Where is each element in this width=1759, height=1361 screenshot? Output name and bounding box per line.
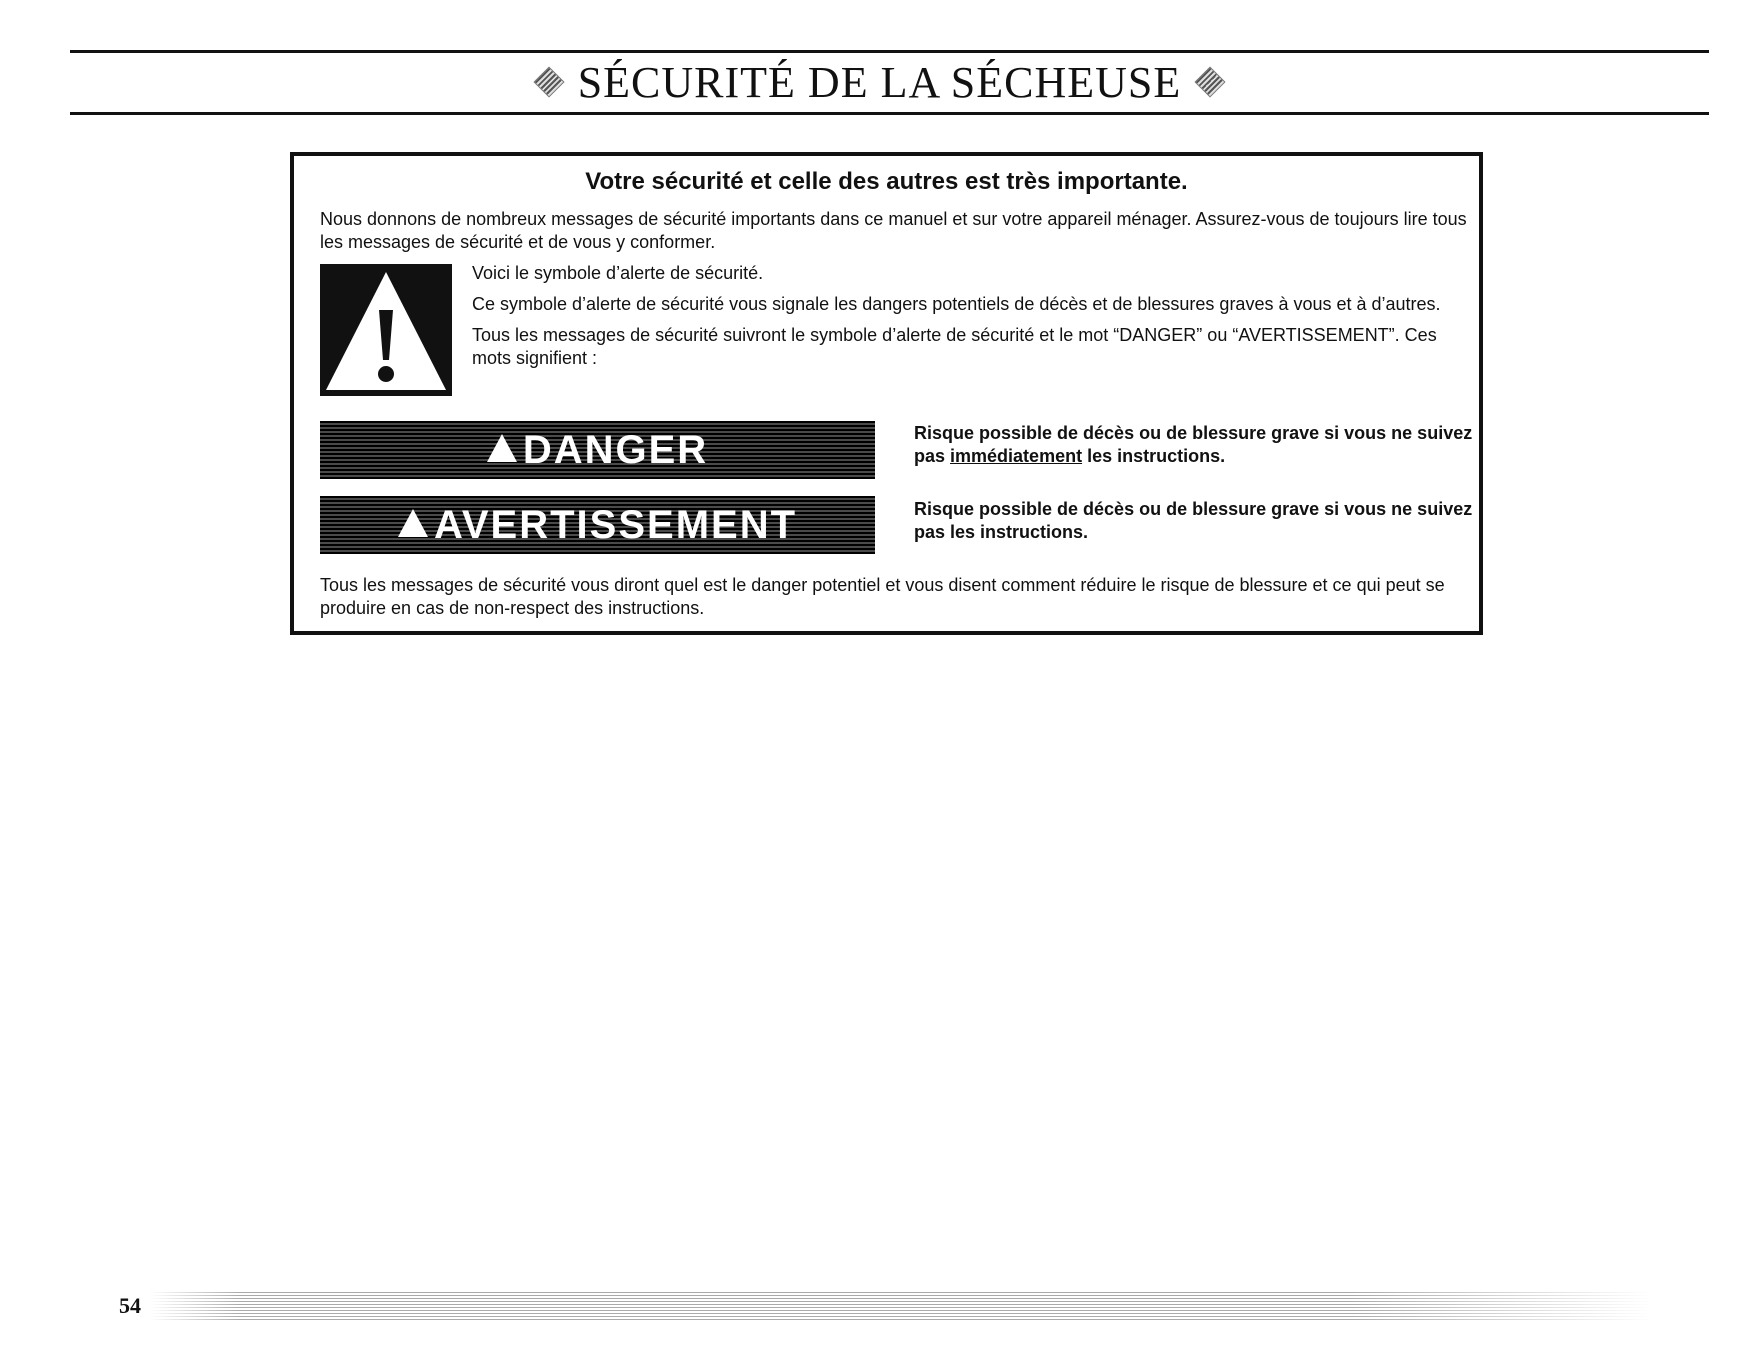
safety-intro: Nous donnons de nombreux messages de sécurité importants dans ce manuel et sur votre appareil ménager. Assurez-vous de toujours lire tous les messages de sécurité et de vous y conformer. xyxy=(320,209,1467,252)
footer-decorative-band xyxy=(150,1292,1650,1320)
header-rule-bottom xyxy=(70,112,1709,115)
danger-desc-part: Risque possible de décès ou de blessure grave si vous ne suivez pas xyxy=(914,423,1473,466)
safety-alert-triangle-icon xyxy=(320,264,452,396)
alert-paragraph: Ce symbole d’alerte de sécurité vous signale les dangers potentiels de décès et de blessures graves à vous et à d’autres. xyxy=(472,294,1441,314)
alert-triangle-icon xyxy=(487,434,517,462)
warning-label: AVERTISSEMENT xyxy=(433,502,798,547)
safety-box xyxy=(290,152,1483,635)
alert-paragraph: Tous les messages de sécurité suivront le symbole d’alerte de sécurité et le mot “DANGER” ou “AVERTISSEMENT”. Ces mots signifient : xyxy=(472,325,1437,368)
page-title: SÉCURITÉ DE LA SÉCHEUSE xyxy=(577,57,1182,107)
page-header xyxy=(0,53,1759,111)
safety-closing: Tous les messages de sécurité vous diront quel est le danger potentiel et vous disent comment réduire le risque de blessure et ce qui peut se produire en cas de non-respect des instructions. xyxy=(320,575,1445,618)
warning-signal-bar xyxy=(320,496,875,554)
danger-label: DANGER xyxy=(522,427,709,472)
alert-paragraph: Voici le symbole d’alerte de sécurité. xyxy=(472,263,764,283)
safety-heading: Votre sécurité et celle des autres est très importante. xyxy=(585,168,1188,195)
diamond-right-icon xyxy=(1195,66,1226,97)
page-number: 54 xyxy=(119,1293,141,1318)
warning-description: Risque possible de décès ou de blessure grave si vous ne suivez pas les instructions. xyxy=(914,499,1473,542)
diamond-left-icon xyxy=(533,66,564,97)
alert-triangle-icon xyxy=(398,509,428,537)
danger-description xyxy=(914,422,1474,468)
danger-desc-part: les instructions. xyxy=(1082,446,1226,466)
alert-paragraphs xyxy=(472,262,1472,378)
danger-signal-bar xyxy=(320,421,875,479)
danger-desc-emphasis: immédiatement xyxy=(950,446,1083,466)
